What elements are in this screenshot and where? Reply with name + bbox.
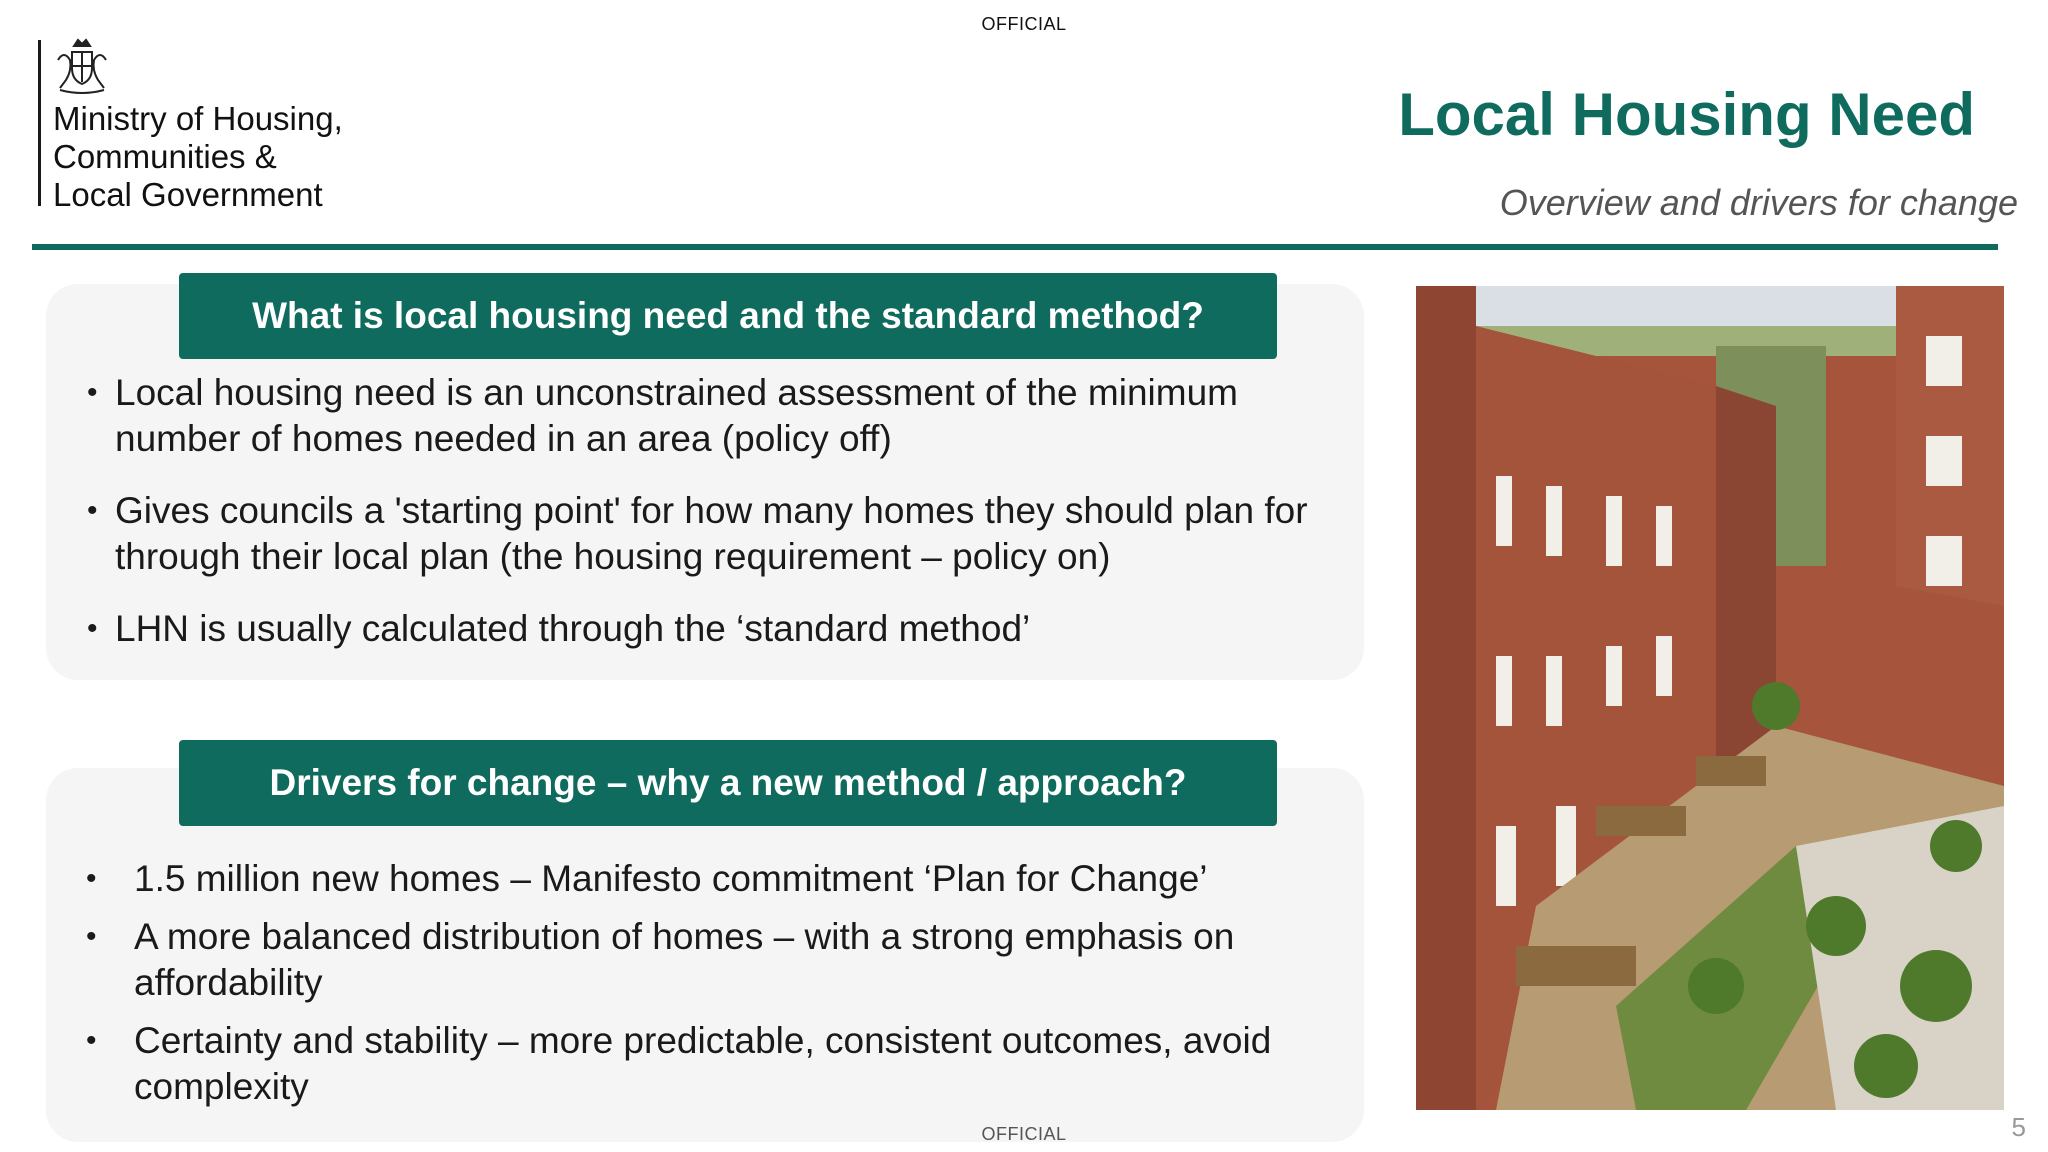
ministry-line-2: Communities & xyxy=(53,138,277,175)
housing-photo xyxy=(1416,286,2004,1110)
list-item xyxy=(86,914,1344,1006)
section-one-heading: What is local housing need and the standard method? xyxy=(179,273,1277,359)
section-one-bullet-list xyxy=(87,370,1345,678)
bullet-glyph: • xyxy=(86,1024,97,1057)
classification-top: OFFICIAL xyxy=(981,14,1067,34)
logo-divider xyxy=(38,40,41,206)
bullet-glyph: • xyxy=(87,612,98,645)
section-two-heading: Drivers for change – why a new method / approach? xyxy=(179,740,1277,826)
royal-coat-of-arms-icon xyxy=(50,38,114,96)
bullet-text: Gives councils a 'starting point' for how many homes they should plan for through their local plan (the housing requirement – policy on) xyxy=(115,490,1308,577)
bullet-text: Certainty and stability – more predictable, consistent outcomes, avoid complexity xyxy=(134,1020,1272,1107)
bullet-text: LHN is usually calculated through the ‘standard method’ xyxy=(115,608,1031,649)
bullet-text: 1.5 million new homes – Manifesto commitment ‘Plan for Change’ xyxy=(134,858,1208,899)
housing-photo-illustration xyxy=(1416,286,2004,1110)
list-item xyxy=(87,488,1345,580)
list-item xyxy=(87,606,1345,652)
section-two-bullet-list xyxy=(86,856,1344,1122)
bullet-text: Local housing need is an unconstrained assessment of the minimum number of homes needed in an area (policy off) xyxy=(115,372,1238,459)
ministry-line-3: Local Government xyxy=(53,176,323,213)
list-item xyxy=(86,856,1344,902)
bullet-glyph: • xyxy=(86,920,97,953)
ministry-name xyxy=(53,100,343,214)
ministry-line-1: Ministry of Housing, xyxy=(53,100,343,137)
header-divider xyxy=(32,244,1998,250)
classification-bottom: OFFICIAL xyxy=(981,1124,1067,1144)
bullet-text: A more balanced distribution of homes – with a strong emphasis on affordability xyxy=(134,916,1235,1003)
bullet-glyph: • xyxy=(87,494,98,527)
bullet-glyph: • xyxy=(86,862,97,895)
list-item xyxy=(87,370,1345,462)
page-number: 5 xyxy=(2011,1112,2026,1142)
bullet-glyph: • xyxy=(87,376,98,409)
page-title: Local Housing Need xyxy=(1398,81,1975,148)
list-item xyxy=(86,1018,1344,1110)
page-subtitle: Overview and drivers for change xyxy=(1499,182,2018,223)
